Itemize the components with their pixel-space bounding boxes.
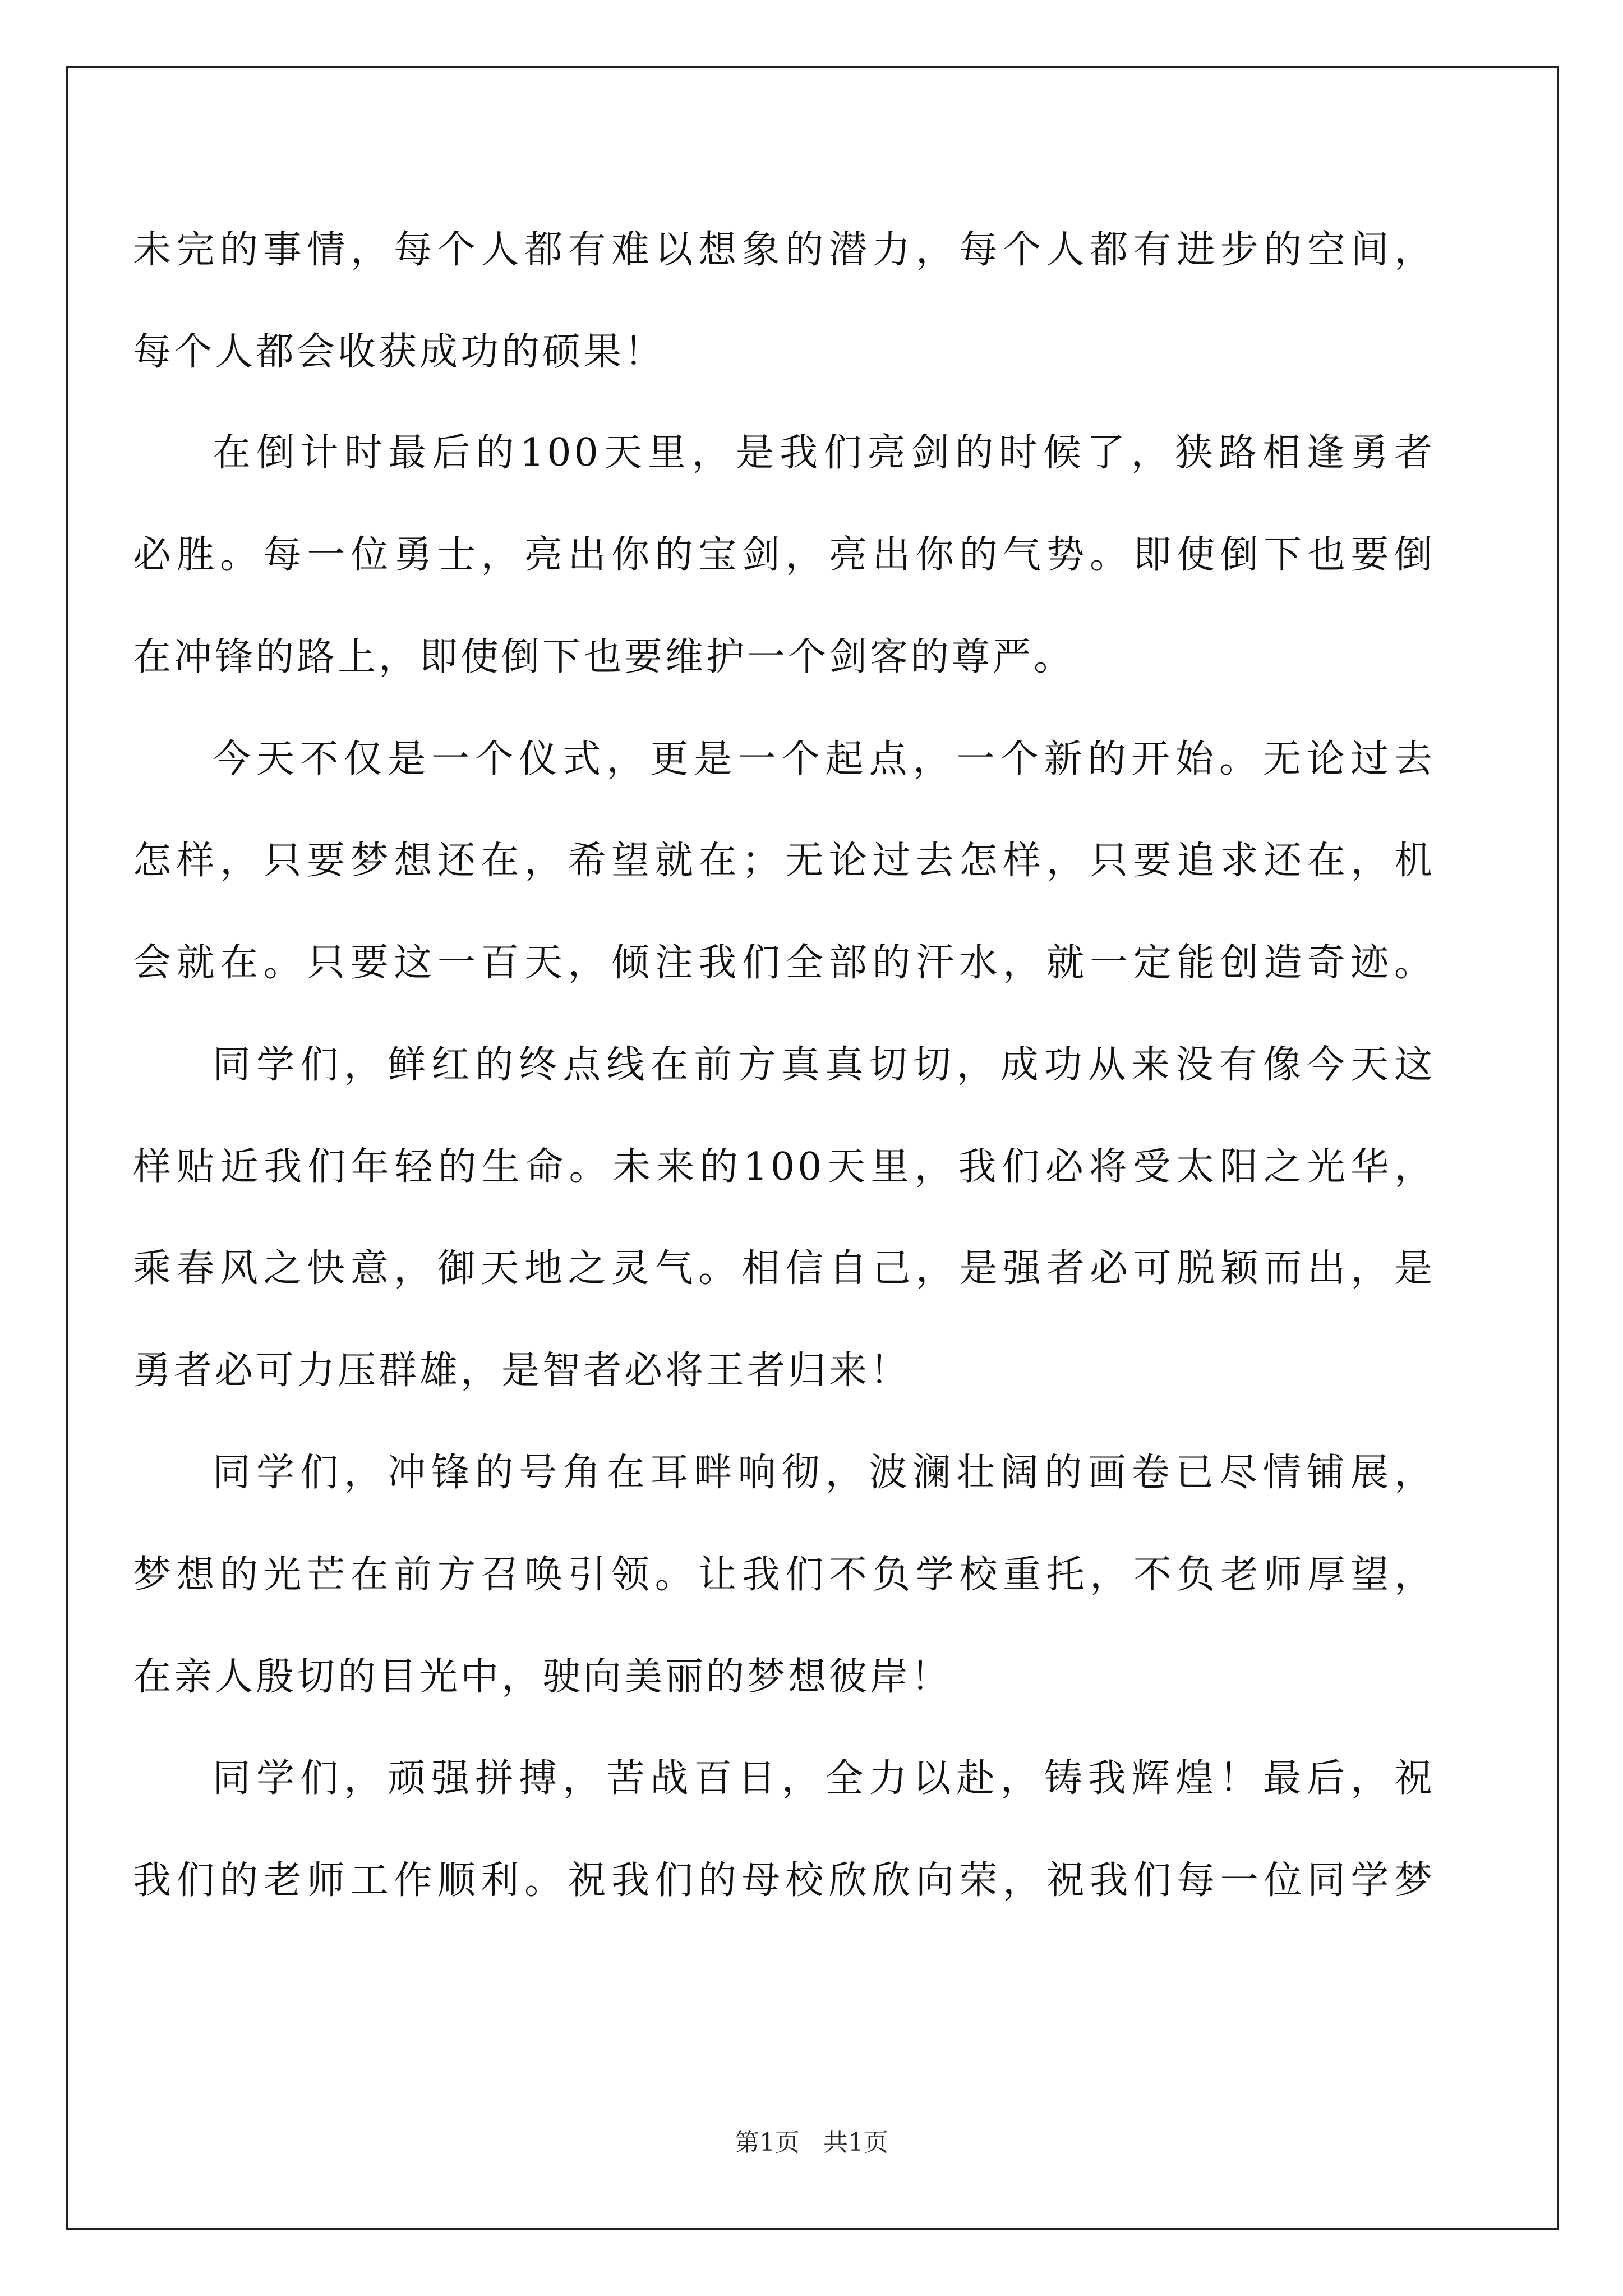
text-line: 我们的老师工作顺利。祝我们的母校欣欣向荣，祝我们每一位同学梦 [133, 1858, 1435, 1903]
paragraph-first-line: 同学们，冲锋的号角在耳畔响彻，波澜壮阔的画卷已尽情铺展， [213, 1451, 1435, 1495]
page-number-current: 第1页 [735, 2128, 800, 2157]
page-footer [0, 2126, 1623, 2160]
text-line: 梦想的光芒在前方召唤引领。让我们不负学校重托，不负老师厚望， [133, 1553, 1435, 1597]
text-line: 乘春风之快意，御天地之灵气。相信自己，是强者必可脱颖而出，是 [133, 1246, 1435, 1291]
text-line: 未完的事情，每个人都有难以想象的潜力，每个人都有进步的空间， [133, 228, 1435, 272]
page-number-total: 共1页 [823, 2128, 888, 2157]
text-line: 在亲人殷切的目光中，驶向美丽的梦想彼岸！ [133, 1655, 952, 1699]
text-line: 每个人都会收获成功的硕果！ [133, 330, 666, 374]
text-line: 在冲锋的路上，即使倒下也要维护一个剑客的尊严。 [133, 635, 1075, 679]
text-line: 会就在。只要这一百天，倾注我们全部的汗水，就一定能创造奇迹。 [133, 941, 1435, 985]
text-line: 样贴近我们年轻的生命。未来的100天里，我们必将受太阳之光华， [133, 1145, 1435, 1189]
paragraph-first-line: 在倒计时最后的100天里，是我们亮剑的时候了，狭路相逢勇者 [213, 431, 1435, 475]
paragraph-first-line: 今天不仅是一个仪式，更是一个起点，一个新的开始。无论过去 [213, 737, 1435, 781]
paragraph-first-line: 同学们，顽强拼搏，苦战百日，全力以赴，铸我辉煌！最后，祝 [213, 1756, 1435, 1801]
text-line: 怎样，只要梦想还在，希望就在；无论过去怎样，只要追求还在，机 [133, 839, 1435, 883]
text-line: 必胜。每一位勇士，亮出你的宝剑，亮出你的气势。即使倒下也要倒 [133, 533, 1435, 577]
paragraph-first-line: 同学们，鲜红的终点线在前方真真切切，成功从来没有像今天这 [213, 1043, 1435, 1087]
text-line: 勇者必可力压群雄，是智者必将王者归来！ [133, 1349, 911, 1393]
